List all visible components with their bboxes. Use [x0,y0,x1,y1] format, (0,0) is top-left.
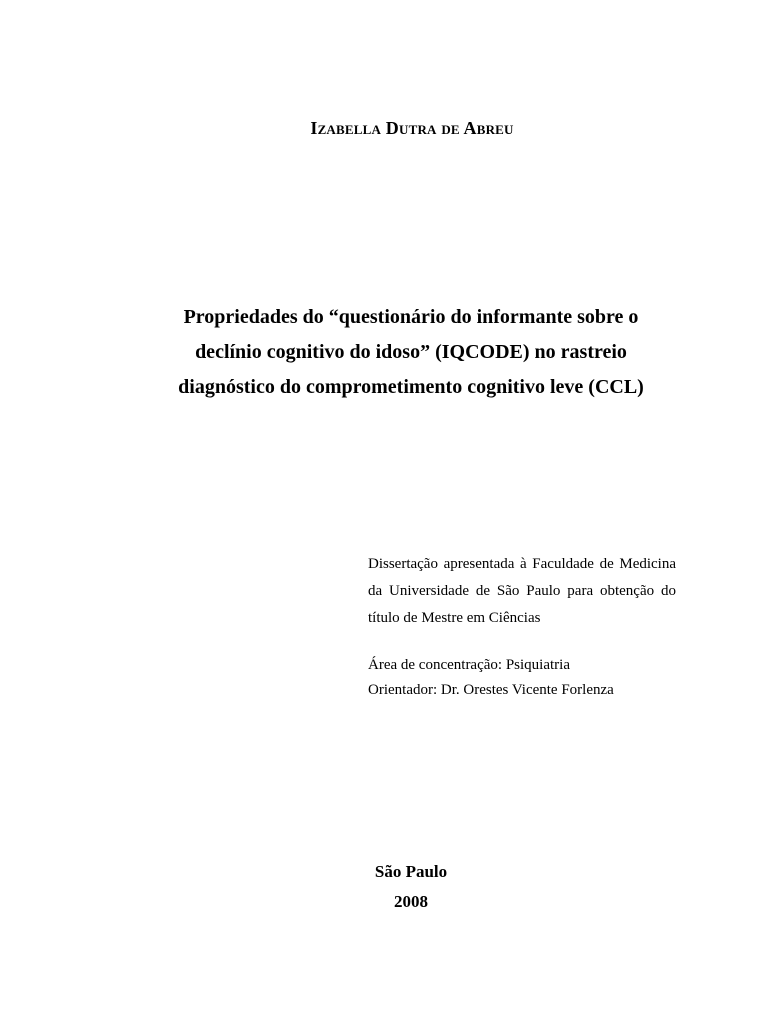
dissertation-line-1: Dissertação apresentada à Faculdade de Medicina [368,556,676,572]
dissertation-line-3: título de Mestre em Ciências [368,610,541,626]
title-line-3: diagnóstico do comprometimento cognitivo leve (CCL) [178,376,644,398]
thesis-metadata [368,653,688,703]
advisor: Orientador: Dr. Orestes Vicente Forlenza [368,682,614,698]
thesis-title [140,300,682,405]
dissertation-statement [368,551,676,632]
author-name: Izabella Dutra de Abreu [310,118,514,138]
city: São Paulo [374,862,448,881]
year: 2008 [394,892,428,911]
title-line-2: declínio cognitivo do idoso” (IQCODE) no rastreio [195,341,627,363]
concentration-area: Área de concentração: Psiquiatria [368,657,570,673]
dissertation-line-2: da Universidade de São Paulo para obtenção do [368,583,676,599]
title-line-1: Propriedades do “questionário do informante sobre o [183,306,639,328]
place-and-date [311,857,511,917]
